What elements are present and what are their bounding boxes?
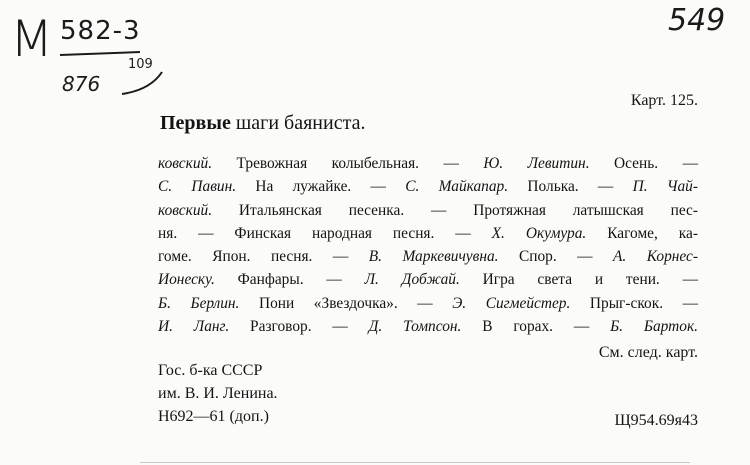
piece-text: Игра света и тени. —: [459, 271, 698, 289]
title-rest: шаги баяниста.: [235, 112, 366, 134]
composer-name: А. Корнес-: [613, 248, 698, 266]
library-name-cont: им. В. И. Ленина.: [158, 385, 278, 402]
handwritten-underline: [60, 52, 140, 55]
piece-text: Прыг-скок. —: [570, 294, 698, 312]
contents-text: [158, 152, 698, 338]
handwritten-card-number: 549: [668, 3, 726, 38]
contents-line: [158, 222, 698, 245]
composer-name: ковский.: [158, 201, 213, 219]
contents-line: [158, 292, 698, 315]
composer-name: С. Майкапар.: [405, 178, 509, 196]
contents-line: [158, 199, 698, 222]
card-title: [160, 112, 365, 135]
handwritten-sub-number: 876: [62, 72, 101, 96]
library-accession: Н692—61 (доп.): [158, 408, 269, 425]
piece-text: Осень. —: [589, 155, 698, 172]
composer-name: Д. Томпсон.: [368, 318, 462, 336]
piece-text: ня. — Финская народная песня. —: [158, 224, 492, 242]
composer-name: ковский.: [158, 155, 213, 172]
composer-name: В. Маркевичувна.: [368, 248, 499, 266]
piece-text: Итальянская песенка. — Протяжная латышская пес-: [212, 201, 698, 219]
piece-text: Фанфары. —: [214, 271, 365, 289]
library-name: Гос. б-ка СССР: [158, 362, 263, 379]
composer-name: Б. Барток.: [610, 318, 698, 336]
contents-line: [158, 245, 698, 268]
contents-line: [158, 152, 698, 175]
composer-name: С. Павин.: [158, 178, 237, 196]
composer-name: И. Ланг.: [158, 318, 230, 336]
bottom-edge-line: [140, 462, 690, 463]
piece-text: Разговор. —: [229, 318, 369, 336]
piece-text: В горах. —: [461, 318, 611, 336]
piece-text: Кагоме, ка-: [586, 224, 699, 242]
composer-name: Л. Добжай.: [364, 271, 460, 289]
contents-line: [158, 315, 698, 338]
handwritten-sup-number: 109: [128, 57, 153, 72]
piece-text: Спор. —: [498, 248, 614, 266]
catalog-code: Щ954.69я43: [614, 412, 698, 429]
composer-name: Э. Сигмейстер.: [452, 294, 571, 312]
card-reference: Карт. 125.: [630, 92, 698, 109]
piece-text: Пони «Звездочка». —: [239, 294, 453, 312]
composer-name: Ионеску.: [158, 271, 215, 289]
handwritten-shelf-code: 582-3: [60, 16, 141, 46]
piece-text: гоме. Япон. песня. —: [158, 248, 369, 266]
title-first-word: Первые: [160, 112, 231, 134]
composer-name: Б. Берлин.: [158, 294, 240, 312]
contents-line: [158, 268, 698, 291]
composer-name: П. Чай-: [632, 178, 699, 196]
contents-line: [158, 175, 698, 198]
see-next-card: См. след. карт.: [598, 344, 698, 361]
piece-text: На лужайке. —: [236, 178, 406, 196]
handwritten-shelf-letter: М: [10, 10, 54, 68]
handwritten-flourish: [122, 72, 162, 94]
piece-text: Тревожная колыбельная. —: [212, 155, 484, 172]
piece-text: Полька. —: [508, 178, 633, 196]
composer-name: Ю. Левитин.: [483, 155, 590, 172]
composer-name: Х. Окумура.: [491, 224, 587, 242]
